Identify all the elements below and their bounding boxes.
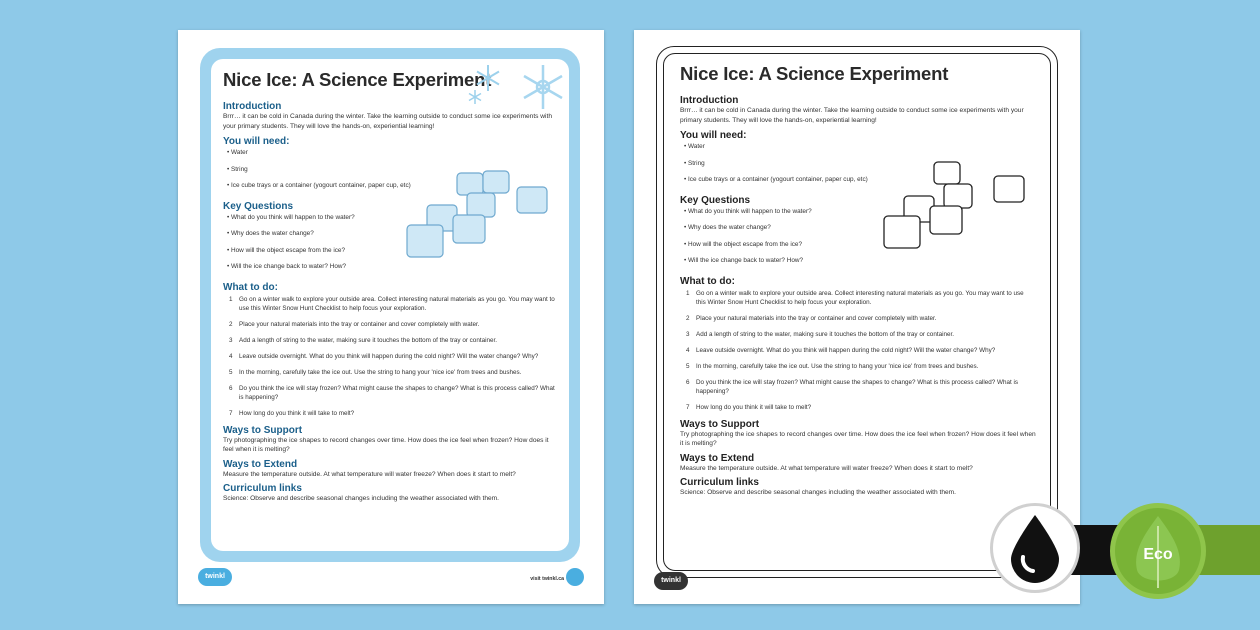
ink-saving-badge xyxy=(990,503,1080,593)
twinkl-logo: twinkl xyxy=(654,572,688,590)
eco-label: Eco xyxy=(1143,546,1173,563)
curriculum-text: Science: Observe and describe seasonal changes including the weather associated with them. xyxy=(680,489,957,496)
worksheet-content xyxy=(211,59,569,551)
list-item: • Why does the water change? xyxy=(223,229,559,246)
todo-heading: What to do: xyxy=(680,275,735,287)
extend-text: Measure the temperature outside. At what temperature will water freeze? When does it start to melt? xyxy=(223,470,516,478)
black-frame xyxy=(656,46,1058,578)
list-item: • Water xyxy=(223,148,559,165)
steps-list xyxy=(223,295,559,418)
questions-heading: Key Questions xyxy=(680,194,751,206)
step-item: 3 Add a length of string to the water, making sure it touches the bottom of the tray or container. xyxy=(229,336,497,344)
intro-heading: Introduction xyxy=(223,101,282,112)
snowflake-icon xyxy=(467,89,483,105)
step-item: 3 Add a length of string to the water, making sure it touches the bottom of the tray or container. xyxy=(686,330,954,338)
list-item: • Why does the water change? xyxy=(680,223,1040,240)
questions-heading: Key Questions xyxy=(223,200,294,212)
list-item: • Will the ice change back to water? How? xyxy=(223,262,559,279)
curriculum-text: Science: Observe and describe seasonal changes including the weather associated with them. xyxy=(223,495,500,502)
intro-heading: Introduction xyxy=(680,95,739,106)
support-heading: Ways to Support xyxy=(223,424,303,436)
blue-frame xyxy=(200,48,580,562)
ice-cubes-image xyxy=(882,158,1032,258)
colour-worksheet-preview[interactable] xyxy=(178,30,604,604)
todo-heading: What to do: xyxy=(223,281,278,293)
list-item: • String xyxy=(223,165,559,182)
list-item: • Ice cube trays or a container (yogourt container, paper cup, etc) xyxy=(223,181,559,198)
list-item: • Water xyxy=(680,142,1040,159)
snowflake-icon xyxy=(519,63,567,111)
list-item: • What do you think will happen to the water? xyxy=(680,207,1040,224)
step-item: 1 Go on a winter walk to explore your outside area. Collect interesting natural materials as you go. You may want to use this Winter Snow Hunt Checklist to help focus your exploration. xyxy=(229,295,555,312)
curriculum-heading: Curriculum links xyxy=(223,483,302,494)
step-item: 2 Place your natural materials into the tray or container and cover completely with water. xyxy=(229,320,480,328)
step-item: 5 In the morning, carefully take the ice out. Use the string to hang your 'nice ice' from trees and bushes. xyxy=(229,368,522,376)
list-item: • Ice cube trays or a container (yogourt container, paper cup, etc) xyxy=(680,175,1040,192)
steps-list xyxy=(680,289,1040,412)
worksheet-content xyxy=(663,53,1051,571)
step-item: 5 In the morning, carefully take the ice out. Use the string to hang your 'nice ice' from trees and bushes. xyxy=(686,362,979,370)
need-heading: You will need: xyxy=(223,136,290,147)
page-title: Nice Ice: A Science Experiment xyxy=(223,69,492,90)
step-item: 7 How long do you think it will take to melt? xyxy=(686,403,812,411)
ink-drop-icon xyxy=(1007,513,1063,583)
list-item: • Will the ice change back to water? How? xyxy=(680,256,1040,273)
list-item: • String xyxy=(680,159,1040,176)
step-item: 4 Leave outside overnight. What do you think will happen during the cold night? Will the water change? Why? xyxy=(686,346,996,354)
support-text: Try photographing the ice shapes to record changes over time. How does the ice feel when frozen? How does it feel when it is melting? xyxy=(680,430,1036,447)
extend-text: Measure the temperature outside. At what temperature will water freeze? When does it start to melt? xyxy=(680,464,973,472)
step-item: 1 Go on a winter walk to explore your outside area. Collect interesting natural materials as you go. You may want to use this Winter Snow Hunt Checklist to help focus your exploration. xyxy=(686,289,1024,306)
ice-cubes-image xyxy=(405,167,555,267)
extend-heading: Ways to Extend xyxy=(680,452,755,464)
intro-text: Brrr… it can be cold in Canada during the winter. Take the learning outside to conduct some ice experiments with your primary students. They will love the hands-on, experiential learning! xyxy=(223,113,553,130)
eco-badge xyxy=(1110,503,1206,599)
intro-text: Brrr… it can be cold in Canada during the winter. Take the learning outside to conduct some ice experiments with your primary students. They will love the hands-on, experiential learning! xyxy=(680,107,1024,124)
twinkl-badge-icon xyxy=(566,568,584,586)
extend-heading: Ways to Extend xyxy=(223,458,298,470)
step-item: 4 Leave outside overnight. What do you think will happen during the cold night? Will the water change? Why? xyxy=(229,352,539,360)
page-footer xyxy=(198,568,584,590)
step-item: 2 Place your natural materials into the tray or container and cover completely with water. xyxy=(686,314,937,322)
footer-url: visit twinkl.ca xyxy=(530,576,564,582)
need-heading: You will need: xyxy=(680,130,747,141)
support-heading: Ways to Support xyxy=(680,418,760,430)
twinkl-logo: twinkl xyxy=(198,568,232,586)
step-item: 7 How long do you think it will take to melt? xyxy=(229,409,355,417)
step-item: 6 Do you think the ice will stay frozen? What might cause the shapes to change? What is this process called? What is happening? xyxy=(686,378,1018,395)
list-item: • What do you think will happen to the water? xyxy=(223,213,559,230)
list-item: • How will the object escape from the ice? xyxy=(223,246,559,263)
curriculum-heading: Curriculum links xyxy=(680,477,759,488)
page-title: Nice Ice: A Science Experiment xyxy=(680,63,949,84)
support-text: Try photographing the ice shapes to record changes over time. How does the ice feel when frozen? How does it feel when it is melting? xyxy=(223,436,549,453)
step-item: 6 Do you think the ice will stay frozen? What might cause the shapes to change? What is this process called? What is happening? xyxy=(229,384,555,401)
list-item: • How will the object escape from the ice? xyxy=(680,240,1040,257)
